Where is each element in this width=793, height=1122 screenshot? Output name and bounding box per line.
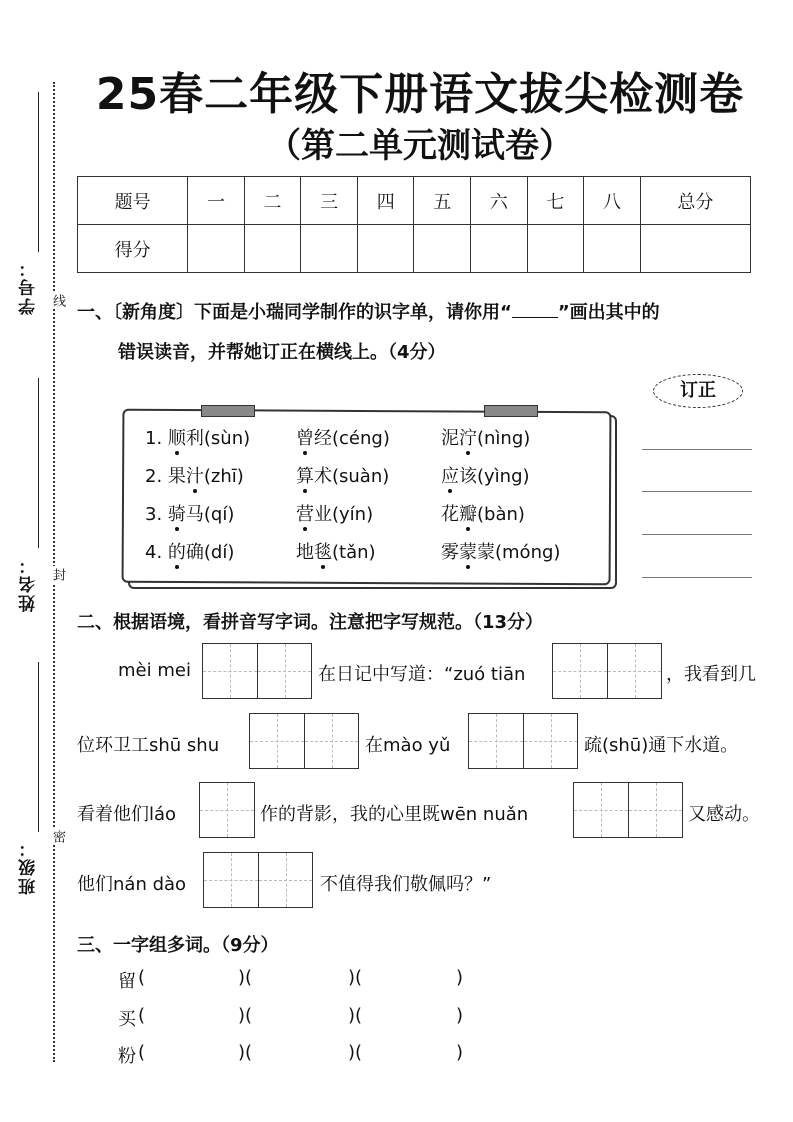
card-clip-right — [484, 405, 538, 417]
word-entry[interactable] — [296, 538, 376, 564]
answer-grid[interactable] — [249, 713, 359, 769]
student-name-line[interactable] — [38, 378, 39, 548]
score-input-cell[interactable] — [471, 225, 528, 273]
q1-instruction-line1 — [77, 298, 660, 324]
score-input-cell[interactable] — [584, 225, 641, 273]
q3-answer-slot[interactable] — [372, 1005, 452, 1029]
score-header-cell: 三 — [301, 177, 358, 225]
word-entry[interactable] — [145, 424, 250, 450]
score-input-cell[interactable] — [640, 225, 750, 273]
q3-answer-slot[interactable] — [372, 1042, 452, 1066]
word-text: 4. — [145, 542, 168, 563]
dotted-char: 泞 — [459, 424, 477, 450]
q3-paren: )( — [348, 967, 363, 988]
fix-answer-line-4[interactable] — [642, 577, 752, 578]
score-input-cell[interactable] — [527, 225, 584, 273]
score-header-cell: 五 — [414, 177, 471, 225]
q3-answer-slot[interactable] — [155, 967, 235, 991]
word-pinyin: 术(suàn) — [314, 466, 390, 487]
student-id-label: 学号： — [19, 258, 39, 315]
word-entry[interactable] — [296, 500, 373, 526]
score-input-cell[interactable] — [301, 225, 358, 273]
q3-paren: )( — [238, 967, 253, 988]
q3-paren: ) — [456, 1042, 464, 1063]
word-pinyin: (nìng) — [477, 428, 531, 449]
q2-pinyin-meimei: mèi mei — [118, 660, 191, 681]
q3-char: 粉 — [118, 1046, 136, 1067]
word-pinyin: 确(dí) — [185, 542, 235, 563]
score-header-cell: 八 — [584, 177, 641, 225]
q3-answer-slot[interactable] — [262, 967, 342, 991]
cut-mark-mi: 密 — [50, 830, 65, 843]
fix-label: 订正 — [653, 374, 743, 408]
answer-grid[interactable] — [199, 782, 255, 838]
dotted-char: 蒙 — [459, 538, 477, 564]
score-input-cell[interactable] — [357, 225, 414, 273]
class-label: 班级： — [19, 838, 39, 895]
word-text: 雾 — [441, 542, 459, 563]
answer-grid[interactable] — [573, 782, 683, 838]
fix-answer-line-3[interactable] — [642, 534, 752, 535]
word-entry[interactable] — [441, 462, 530, 488]
word-entry[interactable] — [145, 462, 244, 488]
word-text: 花 — [441, 504, 459, 525]
word-entry[interactable] — [296, 462, 389, 488]
student-name-label: 姓名： — [19, 555, 39, 612]
score-header-cell: 六 — [471, 177, 528, 225]
q3-paren: )( — [348, 1042, 363, 1063]
cut-mark-feng: 封 — [50, 568, 65, 581]
q3-heading: 三、一字组多词。（9分） — [77, 935, 279, 956]
score-header-cell: 四 — [357, 177, 414, 225]
q2-text: 在日记中写道：“zuó tiān — [318, 664, 526, 685]
q3-paren: )( — [238, 1005, 253, 1026]
score-value-row — [78, 225, 751, 273]
dotted-char: 曾 — [296, 424, 314, 450]
answer-grid[interactable] — [468, 713, 578, 769]
q3-paren: ( — [138, 1042, 146, 1063]
word-text: 1. — [145, 428, 168, 449]
q3-answer-slot[interactable] — [372, 967, 452, 991]
word-entry[interactable] — [441, 424, 530, 450]
q3-paren: ( — [138, 967, 146, 988]
q2-text: 作的背影，我的心里既wēn nuǎn — [260, 804, 529, 825]
student-id-line[interactable] — [38, 92, 39, 252]
word-pinyin: 马(qí) — [185, 504, 235, 525]
word-pinyin: 蒙(móng) — [477, 542, 561, 563]
fix-answer-line-2[interactable] — [642, 491, 752, 492]
word-entry[interactable] — [145, 538, 234, 564]
q3-paren: )( — [348, 1005, 363, 1026]
q2-heading: 二、根据语境，看拼音写字词。注意把字写规范。（13分） — [77, 612, 544, 633]
word-pinyin: 该(yìng) — [459, 466, 530, 487]
q3-paren: ) — [456, 1005, 464, 1026]
q3-answer-slot[interactable] — [262, 1042, 342, 1066]
word-entry[interactable] — [441, 500, 525, 526]
cut-mark-xian: 线 — [50, 294, 65, 307]
dotted-char: 毯 — [314, 538, 332, 564]
word-pinyin: (zhī) — [203, 466, 244, 487]
q3-paren: ) — [456, 967, 464, 988]
score-input-cell[interactable] — [244, 225, 301, 273]
word-entry[interactable] — [145, 500, 234, 526]
answer-grid[interactable] — [203, 852, 313, 908]
score-header-row — [78, 177, 751, 225]
q2-text: 疏(shū)通下水道。 — [584, 735, 739, 756]
score-header-cell: 七 — [527, 177, 584, 225]
fix-answer-line-1[interactable] — [642, 449, 752, 450]
q3-char: 买 — [118, 1009, 136, 1030]
score-header-cell: 题号 — [78, 177, 188, 225]
dotted-char: 汁 — [186, 462, 204, 488]
score-input-cell[interactable] — [188, 225, 245, 273]
word-pinyin: (tǎn) — [332, 542, 376, 563]
dotted-char: 的 — [168, 538, 186, 564]
q2-text: ，我看到几 — [666, 664, 756, 685]
word-pinyin: 经(céng) — [314, 428, 390, 449]
score-header-cell: 一 — [188, 177, 245, 225]
word-text: 泥 — [441, 428, 459, 449]
q1-text-b: ”画出其中的 — [557, 302, 660, 323]
card-clip-left — [201, 405, 255, 417]
word-entry[interactable] — [441, 538, 560, 564]
score-table — [77, 176, 751, 273]
page-subtitle: （第二单元测试卷） — [267, 126, 573, 166]
q3-char: 留 — [118, 971, 136, 992]
score-header-cell: 二 — [244, 177, 301, 225]
word-entry[interactable] — [296, 424, 390, 450]
page-title: 25春二年级下册语文拔尖检测卷 — [95, 69, 745, 120]
q3-answer-slot[interactable] — [262, 1005, 342, 1029]
q3-paren: ( — [138, 1005, 146, 1026]
word-text: 2. 果 — [145, 466, 186, 487]
dotted-char: 骑 — [168, 500, 186, 526]
class-line[interactable] — [38, 662, 39, 832]
q2-text: 又感动。 — [688, 804, 760, 825]
word-pinyin: 业(yín) — [314, 504, 374, 525]
word-text: 地 — [296, 542, 314, 563]
q1-instruction-line2: 错误读音，并帮她订正在横线上。（4分） — [118, 342, 446, 363]
score-input-cell[interactable] — [414, 225, 471, 273]
q3-paren: )( — [238, 1042, 253, 1063]
score-header-cell: 总分 — [640, 177, 750, 225]
dotted-char: 瓣 — [459, 500, 477, 526]
q2-text: 在mào yǔ — [365, 735, 451, 756]
word-text: 3. — [145, 504, 168, 525]
q2-text: 不值得我们敬佩吗？” — [320, 874, 492, 895]
dotted-char: 顺 — [168, 424, 186, 450]
q3-answer-slot[interactable] — [155, 1005, 235, 1029]
answer-grid[interactable] — [202, 643, 312, 699]
dotted-char: 应 — [441, 462, 459, 488]
word-pinyin: 利(sùn) — [185, 428, 251, 449]
underline-sample — [512, 317, 558, 318]
q2-text: 他们nán dào — [77, 874, 187, 895]
q1-text-a: 一、〔新角度〕下面是小瑞同学制作的识字单，请你用“ — [77, 302, 512, 323]
score-row-label: 得分 — [78, 225, 188, 273]
q2-text: 看着他们láo — [77, 804, 177, 825]
q3-answer-slot[interactable] — [155, 1042, 235, 1066]
q2-text: 位环卫工shū shu — [77, 735, 220, 756]
word-pinyin: (bàn) — [477, 504, 525, 525]
dotted-char: 算 — [296, 462, 314, 488]
answer-grid[interactable] — [552, 643, 662, 699]
dotted-char: 营 — [296, 500, 314, 526]
